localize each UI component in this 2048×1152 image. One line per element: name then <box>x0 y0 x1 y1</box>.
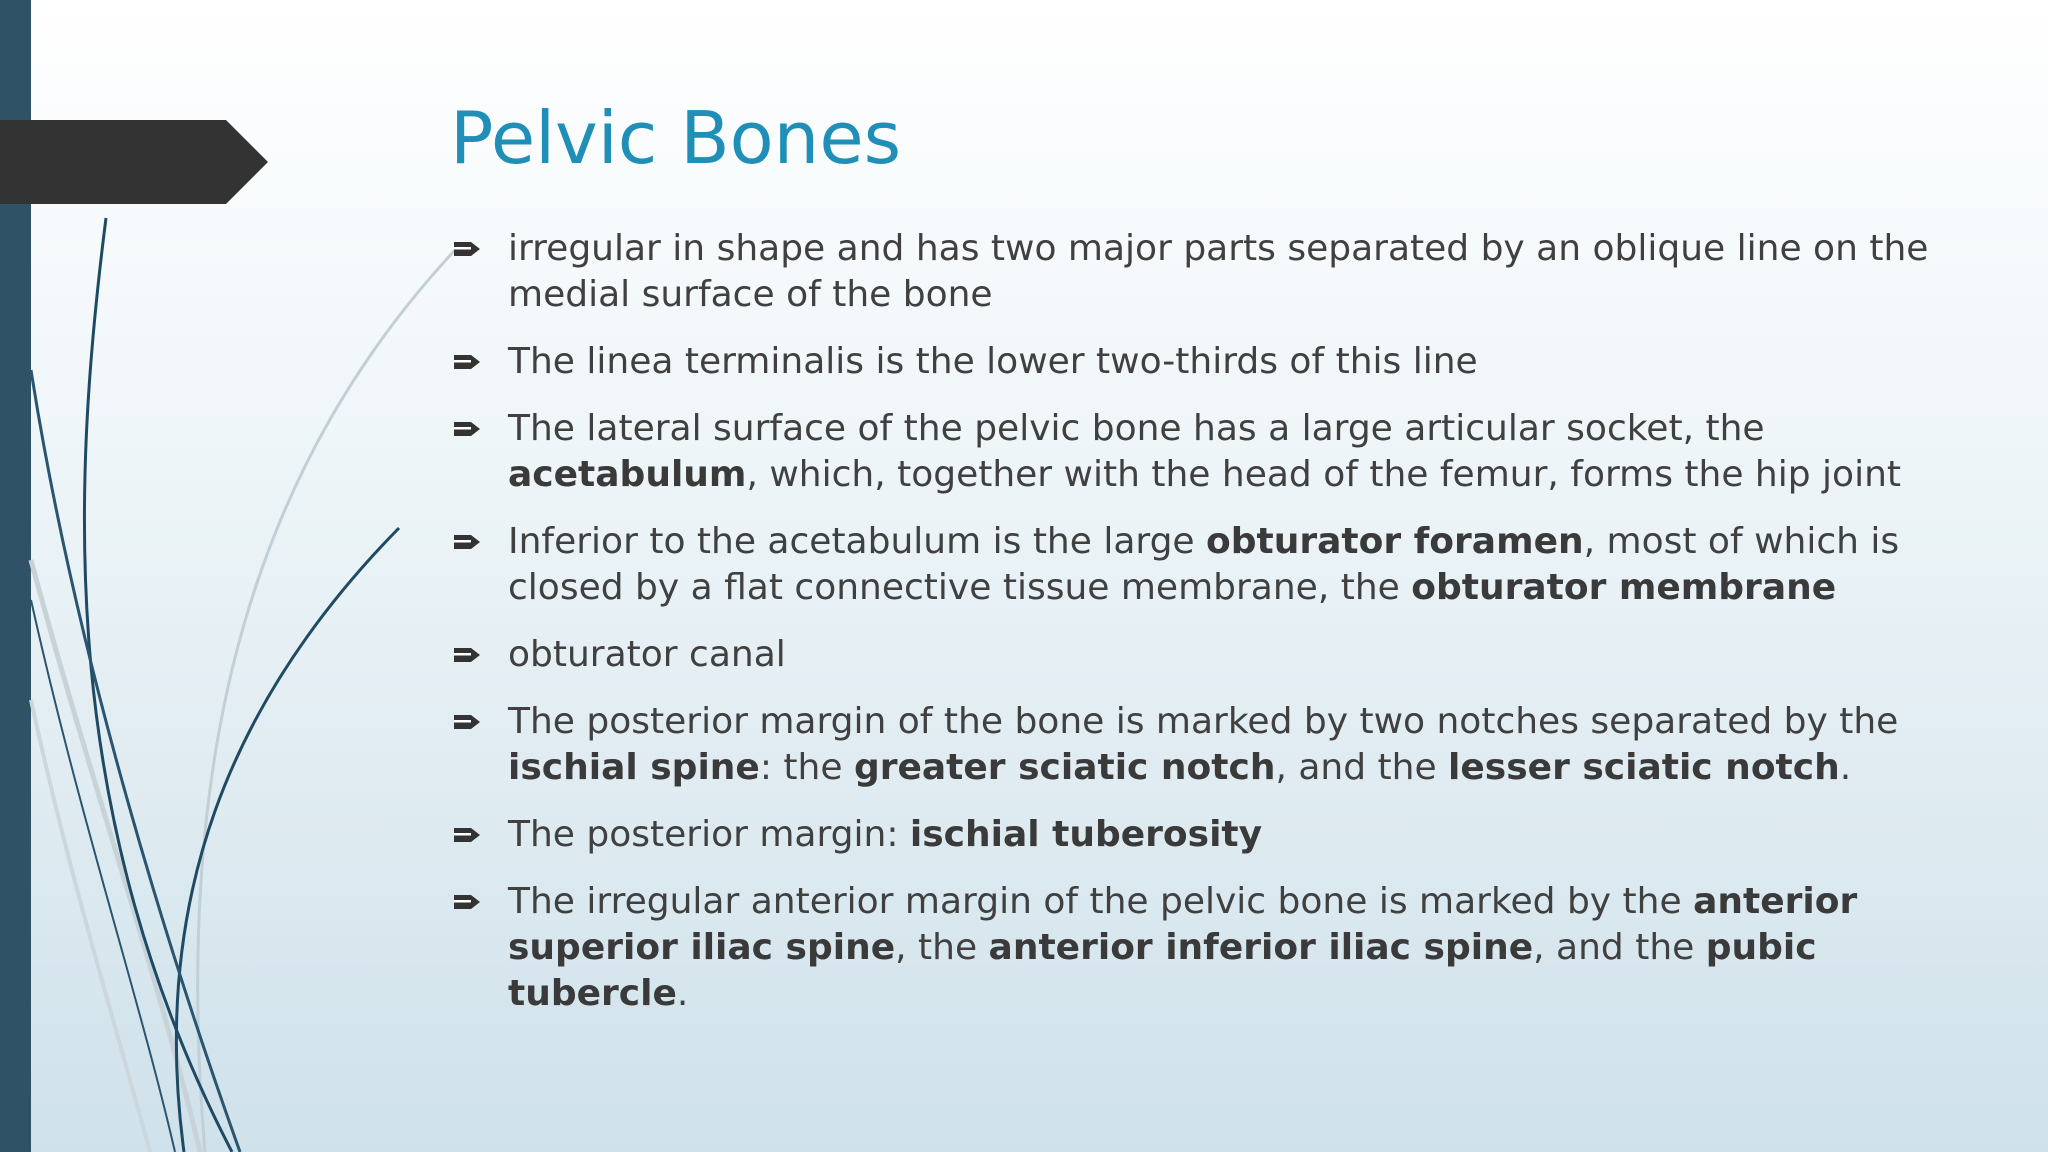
bold-term: anterior inferior iliac spine <box>988 927 1534 968</box>
curve-dark-1 <box>84 218 232 1152</box>
bullet-text: The posterior margin of the bone is marked by two notches separated by the <box>508 701 1910 742</box>
bullet-item <box>452 699 1972 791</box>
bold-term: pubic tubercle <box>508 927 1830 1014</box>
bold-term: ischial spine <box>508 747 760 788</box>
arrow-bullet-icon <box>452 419 482 439</box>
bullet-text: : the <box>759 747 854 788</box>
curve-dark-4 <box>31 600 175 1152</box>
bullet-text: , most of which is closed by a flat connective tissue membrane, the <box>508 521 1911 608</box>
slide-title: Pelvic Bones <box>450 96 902 180</box>
bullet-item <box>452 406 1972 498</box>
bullet-text: , and the <box>1533 927 1706 968</box>
bullet-text: . <box>676 973 689 1014</box>
bullet-text: The posterior margin: <box>508 814 910 855</box>
bullet-text: , the <box>895 927 989 968</box>
bullet-list <box>452 226 1972 1038</box>
bold-term: acetabulum <box>508 454 747 495</box>
bullet-text: , and the <box>1275 747 1449 788</box>
bold-term: greater sciatic notch <box>853 747 1276 788</box>
arrow-bullet-icon <box>452 645 482 665</box>
title-tab-shape <box>0 120 268 204</box>
bold-term: ischial tuberosity <box>909 814 1263 855</box>
bullet-text: The linea terminalis is the lower two-thirds of this line <box>508 341 1478 382</box>
bullet-text: Inferior to the acetabulum is the large <box>508 521 1207 562</box>
curve-dark-2 <box>176 528 399 1152</box>
bold-term: obturator foramen <box>1206 521 1584 562</box>
arrow-bullet-icon <box>452 532 482 552</box>
curve-light-2 <box>31 560 200 1152</box>
arrow-bullet-icon <box>452 352 482 372</box>
bullet-text: . <box>1839 747 1852 788</box>
arrow-bullet-icon <box>452 825 482 845</box>
bullet-text: The lateral surface of the pelvic bone has a large articular socket, the <box>508 408 1776 449</box>
arrow-bullet-icon <box>452 239 482 259</box>
bullet-item <box>452 879 1972 1017</box>
arrow-bullet-icon <box>452 892 482 912</box>
bold-term: anterior superior iliac spine <box>508 881 1870 968</box>
arrow-bullet-icon <box>452 712 482 732</box>
bullet-text: , which, together with the head of the femur, forms the hip joint <box>746 454 1902 495</box>
bullet-item <box>452 226 1972 318</box>
bullet-text: irregular in shape and has two major parts separated by an oblique line on the medial surface of the bone <box>508 228 1940 315</box>
bullet-item <box>452 812 1972 858</box>
bullet-text: obturator canal <box>508 634 786 675</box>
bullet-text: The irregular anterior margin of the pelvic bone is marked by the <box>508 881 1694 922</box>
bullet-item <box>452 339 1972 385</box>
bold-term: obturator membrane <box>1411 567 1837 608</box>
bullet-item <box>452 519 1972 611</box>
bold-term: lesser sciatic notch <box>1448 747 1840 788</box>
curve-light-1 <box>198 250 455 1152</box>
bullet-item <box>452 632 1972 678</box>
curve-dark-3 <box>31 370 240 1152</box>
